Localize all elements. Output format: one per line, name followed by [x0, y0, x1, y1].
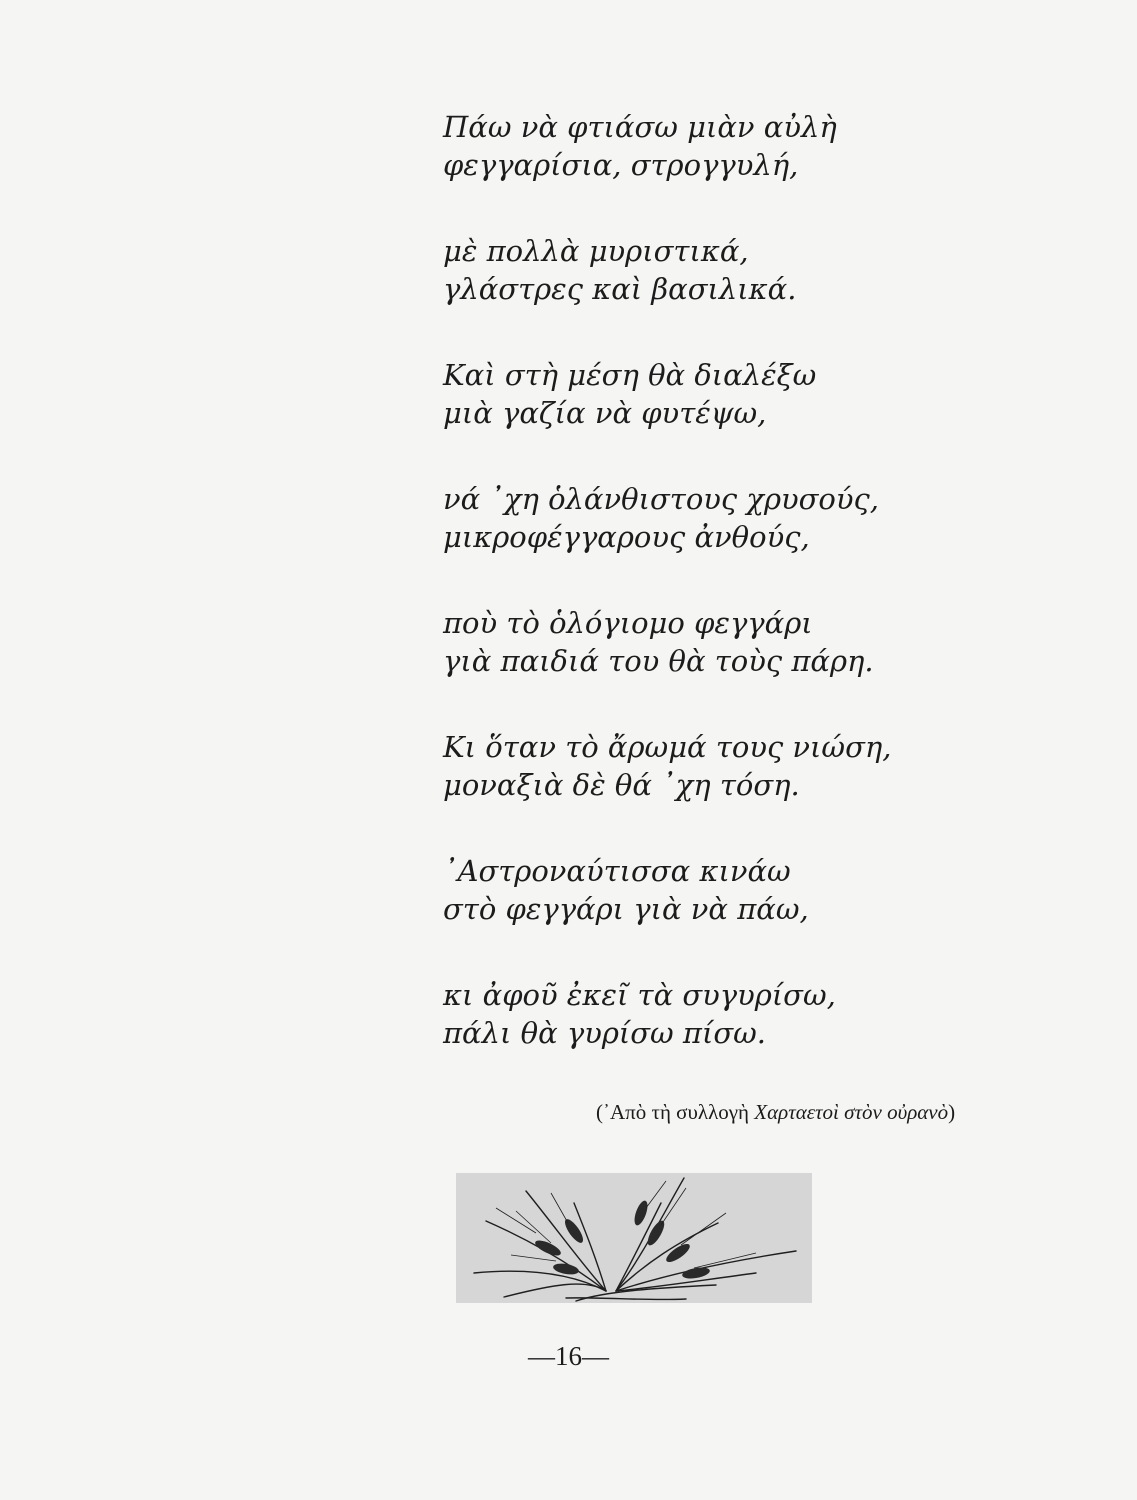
wheat-sheaf-icon — [456, 1173, 812, 1303]
poem-line: Πάω νὰ φτιάσω μιὰν αὐλὴ — [443, 110, 837, 144]
poem-line: Καὶ στὴ μέση θὰ διαλέξω — [443, 358, 817, 392]
stanza — [443, 976, 963, 1052]
poem-line: ποὺ τὸ ὁλόγιομο φεγγάρι — [443, 606, 813, 640]
source-prefix: (᾽Απὸ τὴ συλλογὴ — [596, 1100, 755, 1124]
poem-line: πάλι θὰ γυρίσω πίσω. — [443, 1016, 767, 1050]
stanza — [443, 356, 963, 432]
stanza — [443, 108, 963, 184]
stanza — [443, 232, 963, 308]
poem — [443, 108, 963, 1100]
poem-line: μιὰ γαζία νὰ φυτέψω, — [443, 396, 767, 430]
poem-line: μὲ πολλὰ μυριστικά, — [443, 234, 749, 268]
wheat-ornament-graphic — [456, 1173, 812, 1303]
stanza — [443, 480, 963, 556]
poem-line: Κι ὅταν τὸ ἄρωμά τους νιώση, — [443, 730, 892, 764]
source-suffix: ) — [948, 1100, 956, 1124]
poem-line: φεγγαρίσια, στρογγυλή, — [443, 148, 799, 182]
poem-line: γλάστρες καὶ βασιλικά. — [443, 272, 797, 306]
poem-line: νά ᾽χη ὁλάνθιστους χρυσούς, — [443, 482, 879, 516]
poem-line: γιὰ παιδιά του θὰ τοὺς πάρη. — [443, 644, 874, 678]
poem-line: ᾽Αστροναύτισσα κινάω — [443, 854, 791, 888]
poem-line: μοναξιὰ δὲ θά ᾽χη τόση. — [443, 768, 800, 802]
poem-line: μικροφέγγαρους ἀνθούς, — [443, 520, 810, 554]
source-citation — [596, 1100, 955, 1125]
page-number: —16— — [528, 1341, 609, 1371]
poem-line: στὸ φεγγάρι γιὰ νὰ πάω, — [443, 892, 809, 926]
poem-line: κι ἀφοῦ ἐκεῖ τὰ συγυρίσω, — [443, 978, 836, 1012]
stanza — [443, 852, 963, 928]
collection-title: Χαρταετοὶ στὸν οὐρανὸ — [754, 1100, 949, 1124]
stanza — [443, 604, 963, 680]
stanza — [443, 728, 963, 804]
